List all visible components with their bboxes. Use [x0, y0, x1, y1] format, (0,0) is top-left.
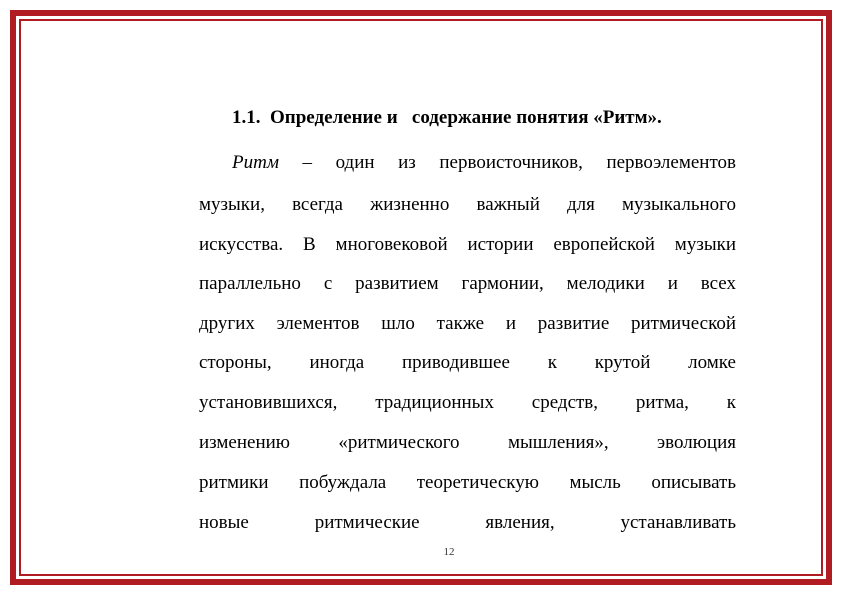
text-line-2: музыки, всегда жизненно важный для музыкального — [199, 194, 736, 215]
text-line-5: других элементов шло также и развитие ритмической — [199, 313, 736, 334]
text-line-4: параллельно с развитием гармонии, мелодики и всех — [199, 273, 736, 294]
page-number: 12 — [443, 546, 455, 558]
section-heading: 1.1. Определение и содержание понятия «Ритм». — [232, 107, 662, 128]
text-line-3: искусства. В многовековой истории европейской музыки — [199, 234, 736, 255]
term-italic: Ритм — [232, 152, 279, 173]
text-line-8: изменению «ритмического мышления», эволюция — [199, 432, 736, 453]
text-line-1 — [232, 152, 736, 174]
text-line-9: ритмики побуждала теоретическую мысль описывать — [199, 472, 736, 493]
text-line-1-rest: – один из первоисточников, первоэлементов — [278, 152, 736, 173]
text-line-6: стороны, иногда приводившее к крутой ломке — [199, 352, 736, 373]
text-line-10: новые ритмические явления, устанавливать — [199, 512, 736, 533]
text-line-7: установившихся, традиционных средств, ритма, к — [199, 392, 736, 413]
